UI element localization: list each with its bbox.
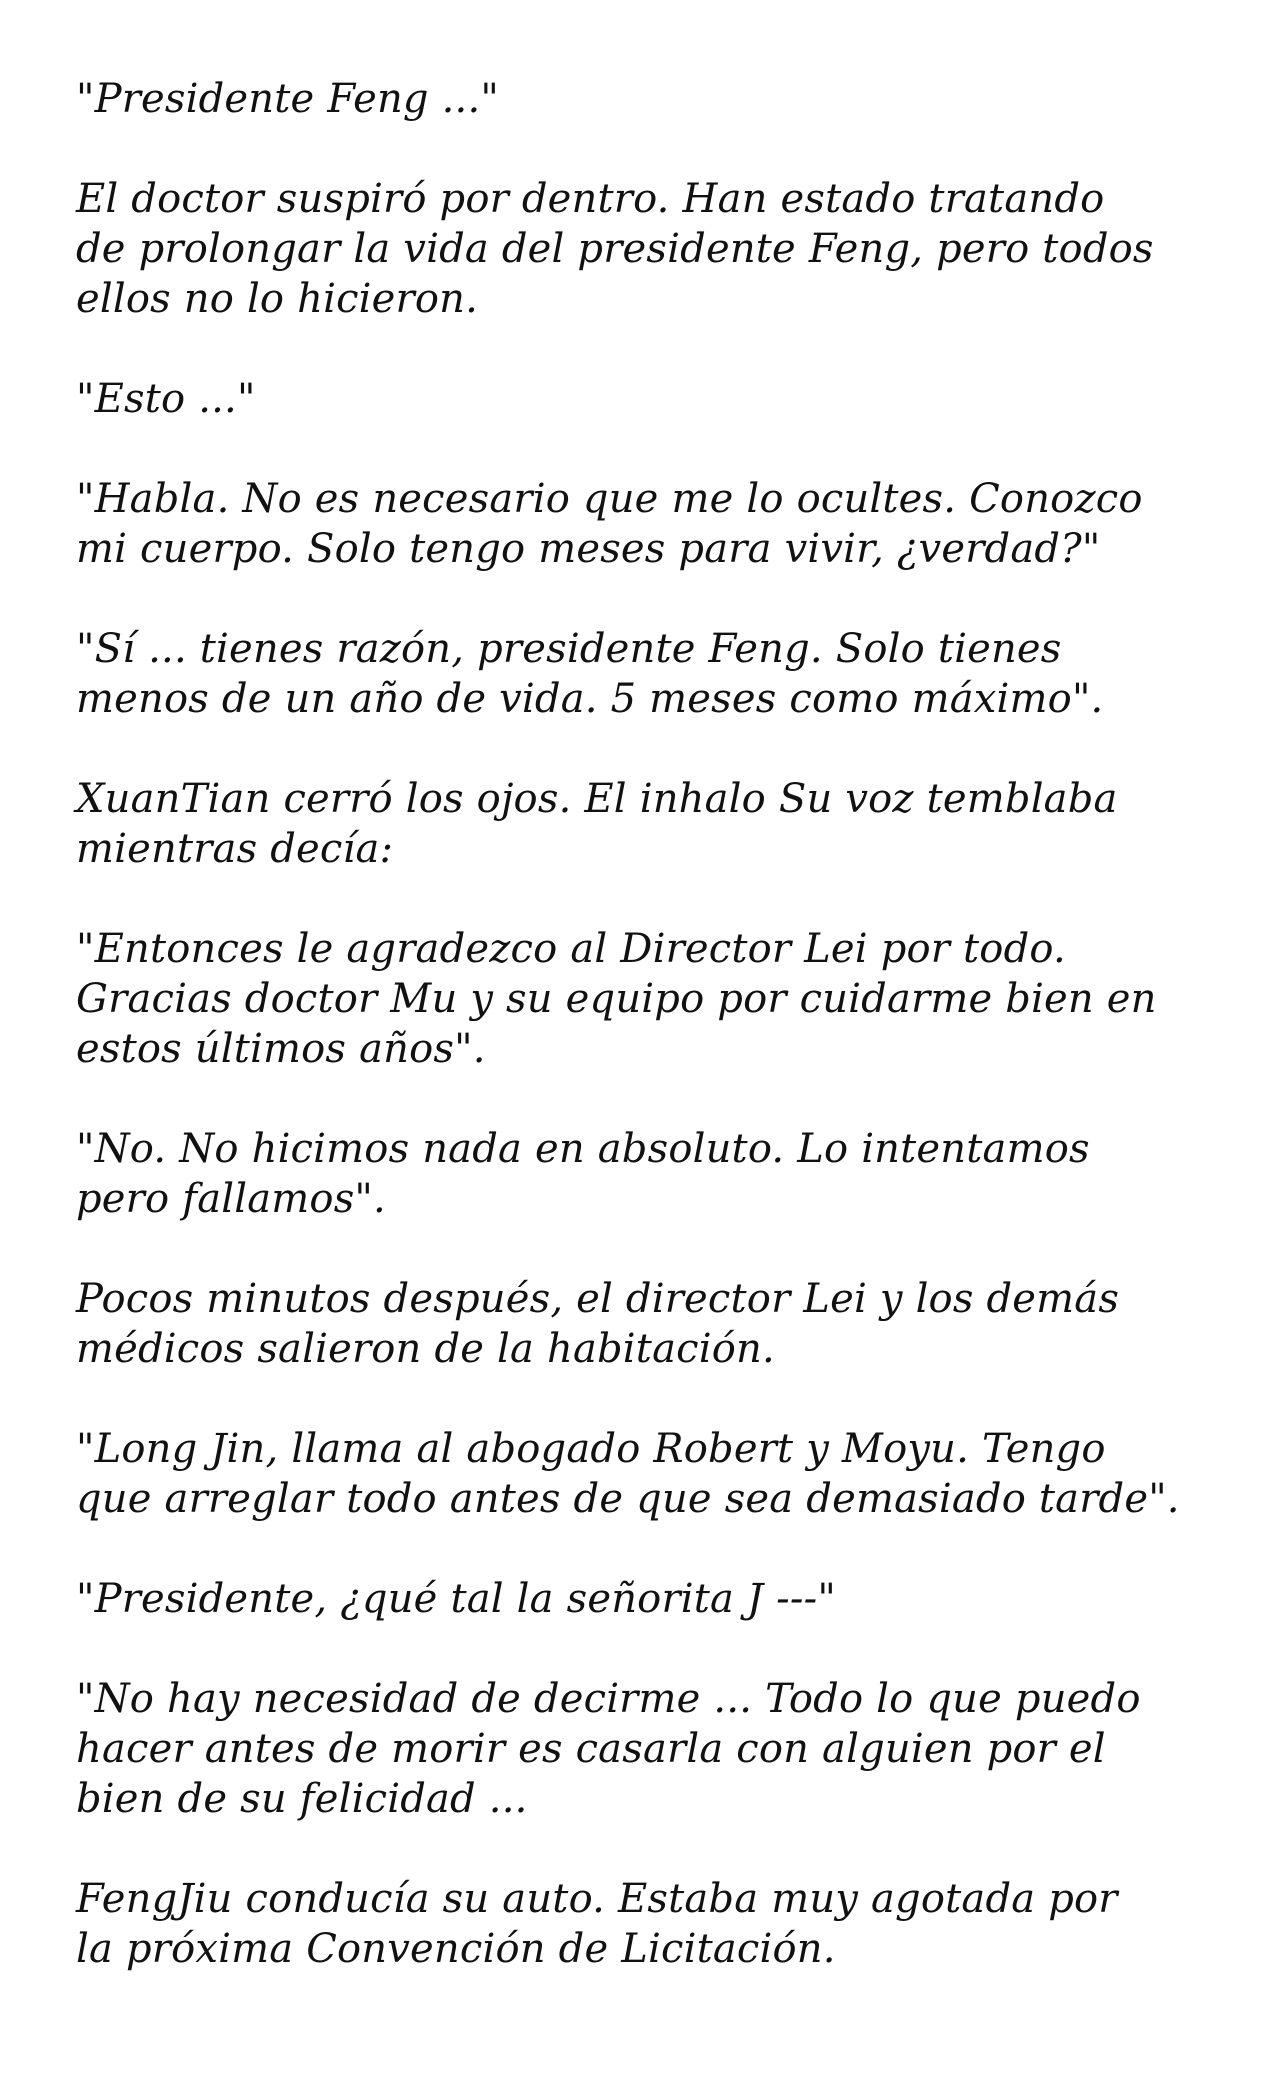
story-text: [76, 74, 1206, 2024]
paragraph: "Presidente Feng ...": [76, 76, 499, 122]
paragraph: Pocos minutos después, el director Lei y los demás médicos salieron de la habitación.: [76, 1276, 1120, 1372]
paragraph: "Entonces le agradezco al Director Lei por todo. Gracias doctor Mu y su equipo por cuidarme bien en estos últimos años".: [76, 926, 1157, 1072]
paragraph: XuanTian cerró los ojos. El inhalo Su voz temblaba mientras decía:: [76, 776, 1118, 872]
paragraph: FengJiu conducía su auto. Estaba muy agotada por la próxima Convención de Licitación.: [76, 1876, 1118, 1972]
paragraph: "Habla. No es necesario que me lo ocultes. Conozco mi cuerpo. Solo tengo meses para vivir, ¿verdad?": [76, 476, 1143, 572]
paragraph: "No. No hicimos nada en absoluto. Lo intentamos pero fallamos".: [76, 1126, 1090, 1222]
paragraph: "Presidente, ¿qué tal la señorita J ---": [76, 1576, 836, 1622]
paragraph: El doctor suspiró por dentro. Han estado tratando de prolongar la vida del presidente Feng, pero todos ellos no lo hicieron.: [76, 176, 1154, 322]
paragraph: "No hay necesidad de decirme ... Todo lo que puedo hacer antes de morir es casarla con alguien por el bien de su felicidad ...: [76, 1676, 1141, 1822]
paragraph: "Long Jin, llama al abogado Robert y Moyu. Tengo que arreglar todo antes de que sea demasiado tarde".: [76, 1426, 1180, 1522]
paragraph: "Esto ...": [76, 376, 256, 422]
paragraph: "Sí ... tienes razón, presidente Feng. Solo tienes menos de un año de vida. 5 meses como máximo".: [76, 626, 1104, 722]
